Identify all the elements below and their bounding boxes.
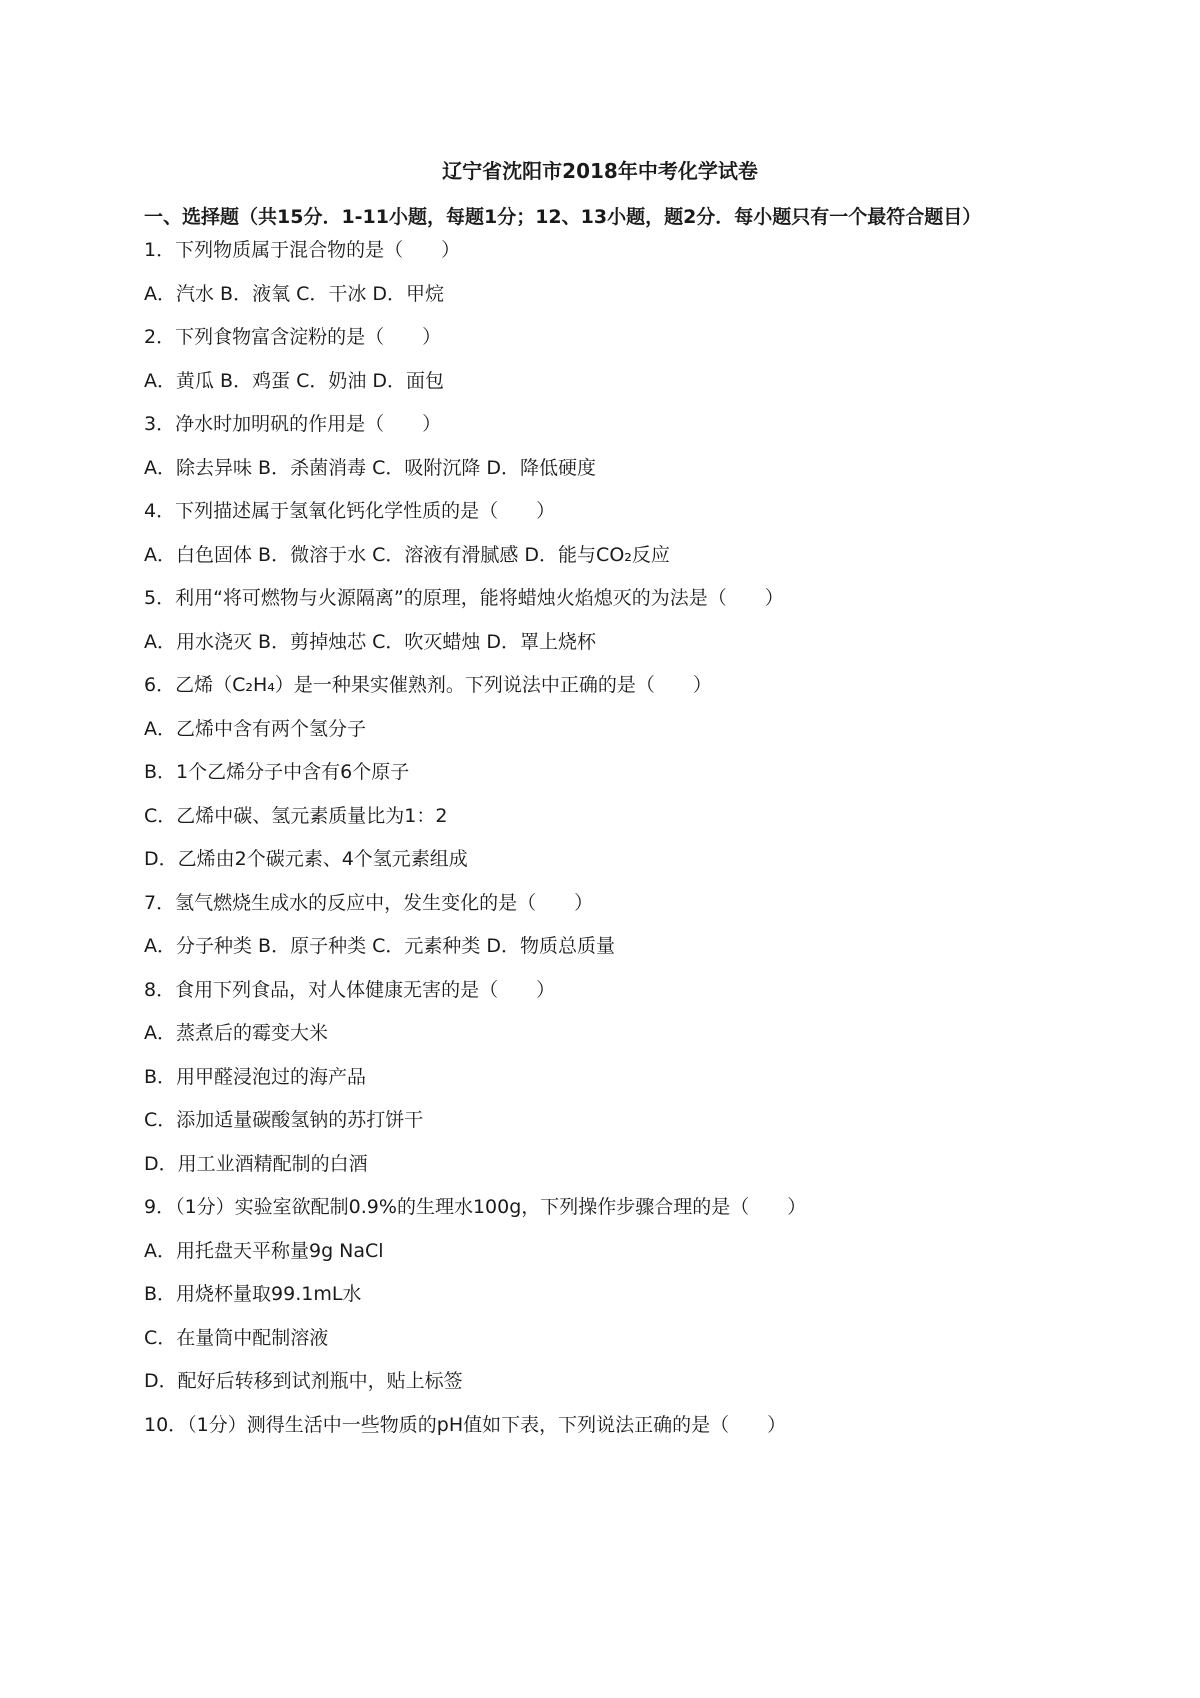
question-line: 3．净水时加明矾的作用是（ ） [144,413,442,435]
question-line: A．乙烯中含有两个氢分子 [144,718,366,740]
question-line: B．用烧杯量取99.1mL水 [144,1283,362,1305]
question-line: A．用托盘天平称量9g NaCl [144,1240,384,1262]
question-line: A．黄瓜 B．鸡蛋 C．奶油 D．面包 [144,370,445,392]
section-heading: 一、选择题（共15分．1-11小题，每题1分；12、13小题，题2分．每小题只有一个最符合题目） [144,206,982,228]
question-line: C．添加适量碳酸氢钠的苏打饼干 [144,1109,424,1131]
question-line: B．用甲醛浸泡过的海产品 [144,1066,367,1088]
question-line: C．乙烯中碳、氢元素质量比为1：2 [144,805,448,827]
question-line: B．1个乙烯分子中含有6个原子 [144,761,410,783]
question-line: 2．下列食物富含淀粉的是（ ） [144,326,442,348]
question-line: D．配好后转移到试剂瓶中，贴上标签 [144,1370,463,1392]
question-line: A．分子种类 B．原子种类 C．元素种类 D．物质总质量 [144,935,616,957]
question-line: 8．食用下列食品，对人体健康无害的是（ ） [144,979,556,1001]
question-line: 7．氢气燃烧生成水的反应中，发生变化的是（ ） [144,892,594,914]
question-line: A．除去异味 B．杀菌消毒 C．吸附沉降 D．降低硬度 [144,457,597,479]
question-line: 6．乙烯（C₂H₄）是一种果实催熟剂。下列说法中正确的是（ ） [144,674,712,696]
question-line: C．在量筒中配制溶液 [144,1327,329,1349]
question-line: 9．（1分）实验室欲配制0.9%的生理水100g，下列操作步骤合理的是（ ） [144,1196,807,1218]
question-line: D．乙烯由2个碳元素、4个氢元素组成 [144,848,468,870]
question-line: 10．（1分）测得生活中一些物质的pH值如下表，下列说法正确的是（ ） [144,1414,787,1436]
question-line: A．蒸煮后的霉变大米 [144,1022,328,1044]
question-line: A．用水浇灭 B．剪掉烛芯 C．吹灭蜡烛 D．罩上烧杯 [144,631,597,653]
question-line: 4．下列描述属于氢氧化钙化学性质的是（ ） [144,500,556,522]
question-line: 5．利用“将可燃物与火源隔离”的原理，能将蜡烛火焰熄灭的为法是（ ） [144,587,784,609]
exam-title: 辽宁省沈阳市2018年中考化学试卷 [442,159,758,183]
question-line: A．汽水 B．液氧 C．干冰 D．甲烷 [144,283,445,305]
question-line: D．用工业酒精配制的白酒 [144,1153,368,1175]
question-line: 1．下列物质属于混合物的是（ ） [144,239,461,261]
question-line: A．白色固体 B．微溶于水 C．溶液有滑腻感 D．能与CO₂反应 [144,544,670,566]
